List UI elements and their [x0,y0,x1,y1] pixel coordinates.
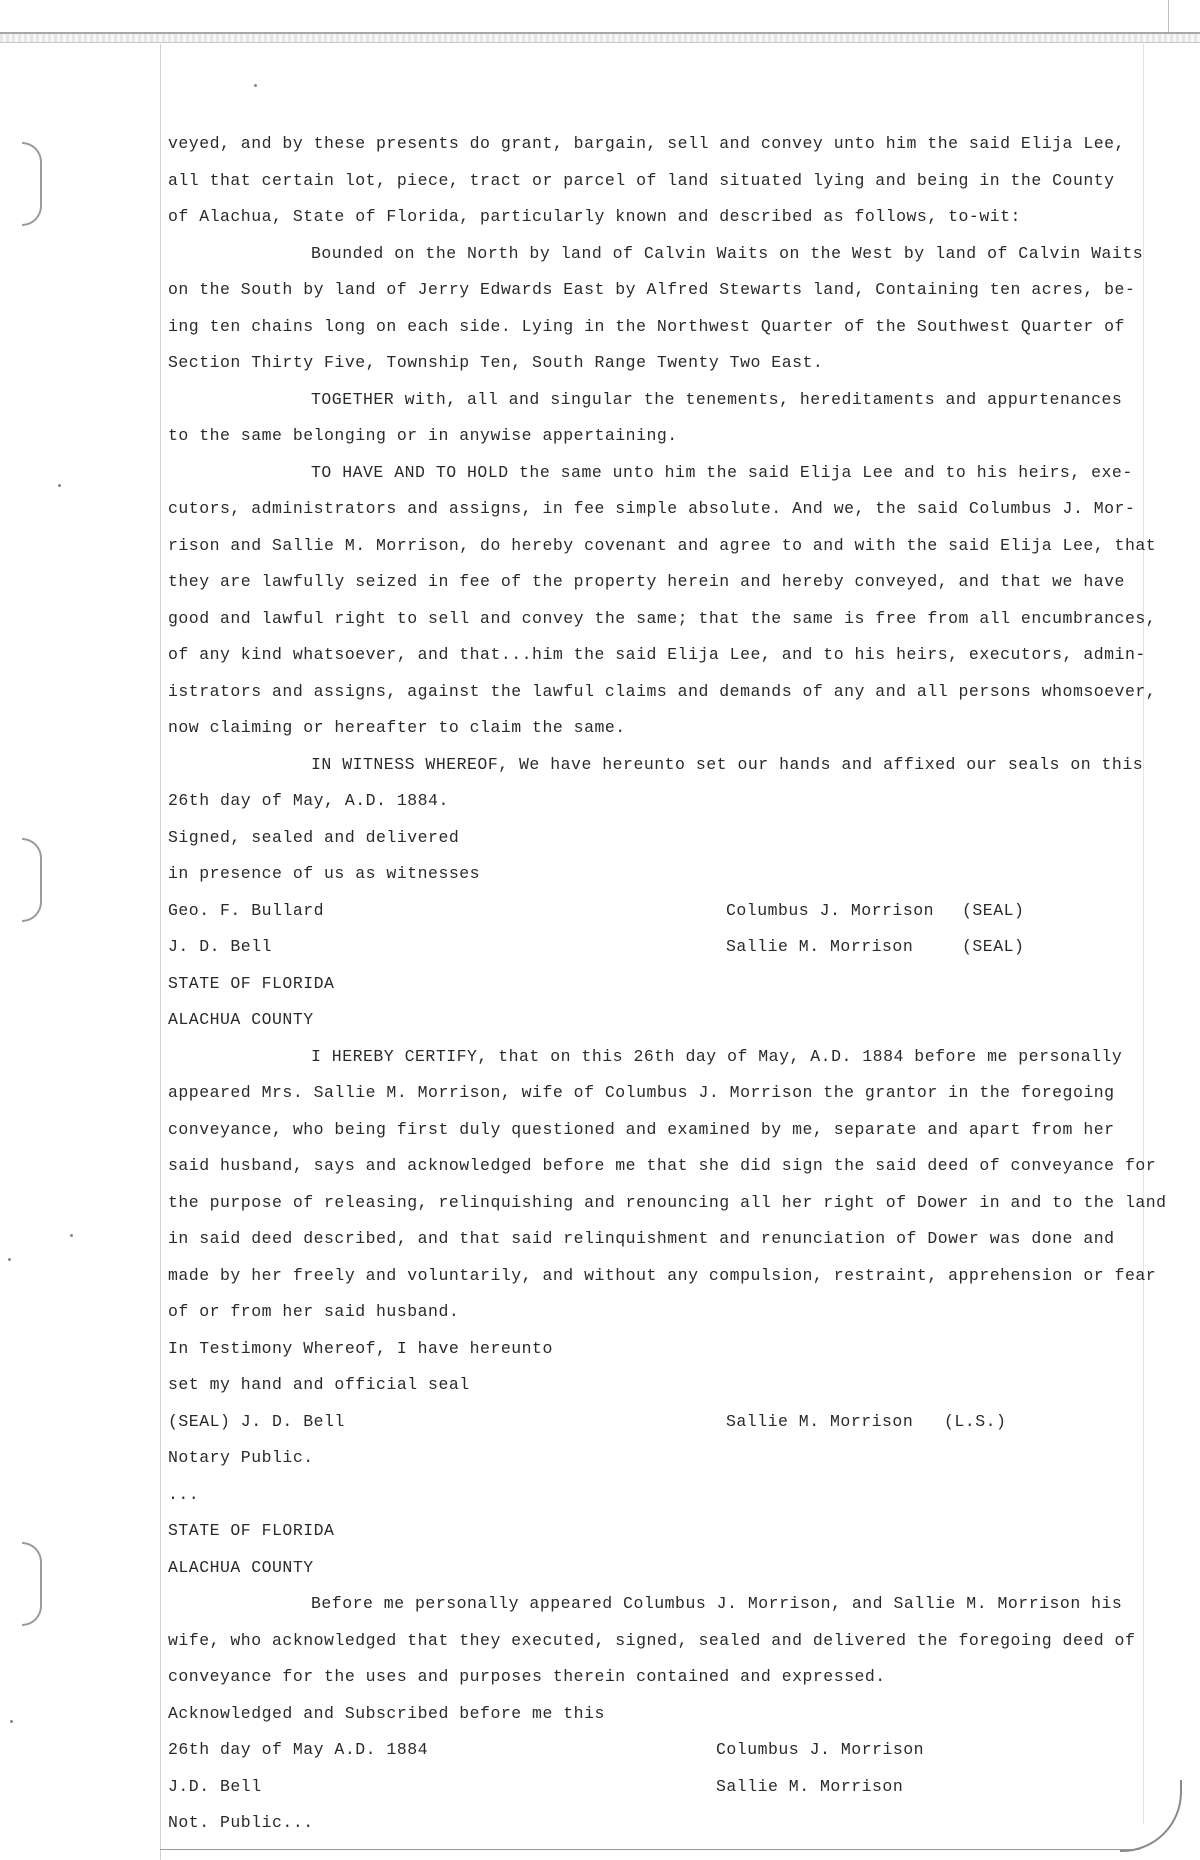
habendum-clause [168,455,1157,747]
text-line: cutors, administrators and assigns, in fee simple absolute. And we, the said Columbus J. Mor- [168,499,1136,518]
binder-hole-top [22,142,42,226]
text-line: TO HAVE AND TO HOLD the same unto him the said Elija Lee and to his heirs, exe- [311,462,1133,482]
text-line: In Testimony Whereof, I have hereunto [168,1338,553,1358]
grantor-name: Columbus J. Morrison [716,1740,925,1759]
text-line: to the same belonging or in anywise appertaining. [168,426,678,445]
text-line: now claiming or hereafter to claim the same. [168,718,626,737]
text-line: the purpose of releasing, relinquishing and renouncing all her right of Dower in and to the land [168,1192,1167,1212]
notary-name: J.D. Bell [168,1776,262,1796]
text-line: in presence of us as witnesses [168,864,481,883]
paper-speck [254,84,257,87]
paper-speck [70,1234,73,1237]
deed-text [168,126,1167,1842]
text-line: Section Thirty Five, Township Ten, South Range Twenty Two East. [168,353,824,372]
text-line: ALACHUA COUNTY [168,1010,314,1029]
text-line: Acknowledged and Subscribed before me this [168,1703,605,1723]
text-line: they are lawfully seized in fee of the property herein and hereby conveyed, and that we have [168,572,1125,591]
seal-mark: (SEAL) [962,900,1025,920]
text-line: STATE OF FLORIDA [168,1521,335,1540]
paper-speck [10,1720,13,1723]
text-line: good and lawful right to sell and convey the same; that the same is free from all encumbrances, [168,608,1157,628]
witness-name: J. D. Bell [168,937,273,956]
signature-row [168,893,1148,930]
text-line: wife, who acknowledged that they executed, signed, sealed and delivered the foregoing deed of [168,1630,1136,1650]
signature-row [168,1769,1148,1806]
text-line: set my hand and official seal [168,1375,470,1394]
acknowledgment-date: 26th day of May A.D. 1884 [168,1740,429,1759]
notary-block [168,1404,1148,1514]
grantor-name: Columbus J. Morrison [726,900,935,920]
text-line: STATE OF FLORIDA [168,973,335,993]
text-line: appeared Mrs. Sallie M. Morrison, wife of Columbus J. Morrison the grantor in the foregoing [168,1083,1115,1102]
section-separator: ... [168,1484,200,1504]
left-margin-rule [160,44,161,1860]
text-line: Bounded on the North by land of Calvin Waits on the West by land of Calvin Waits [311,243,1144,263]
text-line: of or from her said husband. [168,1302,460,1321]
grantor-name: Sallie M. Morrison [726,1411,914,1431]
text-line: 26th day of May, A.D. 1884. [168,791,449,810]
paper-speck [58,484,61,487]
text-line: in said deed described, and that said relinquishment and renunciation of Dower was done and [168,1229,1115,1248]
binder-hole-bottom [22,1542,42,1626]
text-line: ing ten chains long on each side. Lying in the Northwest Quarter of the Southwest Quarter of [168,316,1125,336]
signature-row [168,1732,1148,1769]
paper-top-notch [1168,0,1169,32]
seal-mark: (SEAL) [962,937,1025,956]
witness-name: Geo. F. Bullard [168,900,325,920]
grantor-name: Sallie M. Morrison [726,937,914,956]
text-line: all that certain lot, piece, tract or parcel of land situated lying and being in the County [168,170,1115,190]
final-signature-block [168,1732,1148,1842]
dower-certificate [168,1039,1167,1404]
notary-title: Not. Public... [168,1813,314,1832]
venue-heading [168,1513,1148,1586]
conveyance-paragraph [168,126,1148,236]
witness-clause [168,747,1148,893]
acknowledgment-clause [168,1586,1148,1732]
together-clause [168,382,1148,455]
notary-name: (SEAL) J. D. Bell [168,1411,345,1431]
text-line: Signed, sealed and delivered [168,827,460,847]
land-description [168,236,1148,382]
text-line: TOGETHER with, all and singular the tenements, hereditaments and appurtenances [311,389,1123,409]
signature-row [168,929,1148,966]
text-line: veyed, and by these presents do grant, bargain, sell and convey unto him the said Elija Lee, [168,134,1125,153]
text-line: IN WITNESS WHEREOF, We have hereunto set our hands and affixed our seals on this [311,754,1144,774]
venue-heading [168,966,1148,1039]
notary-title: Notary Public. [168,1448,314,1467]
text-line: istrators and assigns, against the lawful claims and demands of any and all persons whomsoever, [168,681,1157,701]
text-line: I HEREBY CERTIFY, that on this 26th day of May, A.D. 1884 before me personally [311,1046,1123,1066]
paper-speck [8,1258,11,1261]
paper-top-edge [0,32,1200,43]
text-line: conveyance for the uses and purposes therein contained and expressed. [168,1667,886,1686]
text-line: said husband, says and acknowledged before me that she did sign the said deed of conveyance for [168,1156,1157,1175]
text-line: Before me personally appeared Columbus J. Morrison, and Sallie M. Morrison his [311,1594,1123,1613]
text-line: of any kind whatsoever, and that...him the said Elija Lee, and to his heirs, executors, admin- [168,645,1146,664]
text-line: conveyance, who being first duly questioned and examined by me, separate and apart from her [168,1119,1115,1139]
text-line: of Alachua, State of Florida, particularly known and described as follows, to-wit: [168,207,1021,226]
text-line: rison and Sallie M. Morrison, do hereby covenant and agree to and with the said Elija Lee, that [168,535,1157,555]
paper-bottom-edge [160,1849,1140,1850]
binder-hole-middle [22,838,42,922]
text-line: on the South by land of Jerry Edwards East by Alfred Stewarts land, Containing ten acres, be- [168,280,1136,299]
signature-block [168,893,1148,966]
notary-signature-row [168,1404,1148,1441]
text-line: made by her freely and voluntarily, and without any compulsion, restraint, apprehension or fear [168,1265,1157,1285]
text-line: ALACHUA COUNTY [168,1557,314,1577]
seal-mark: (L.S.) [944,1411,1007,1431]
grantor-name: Sallie M. Morrison [716,1776,904,1796]
